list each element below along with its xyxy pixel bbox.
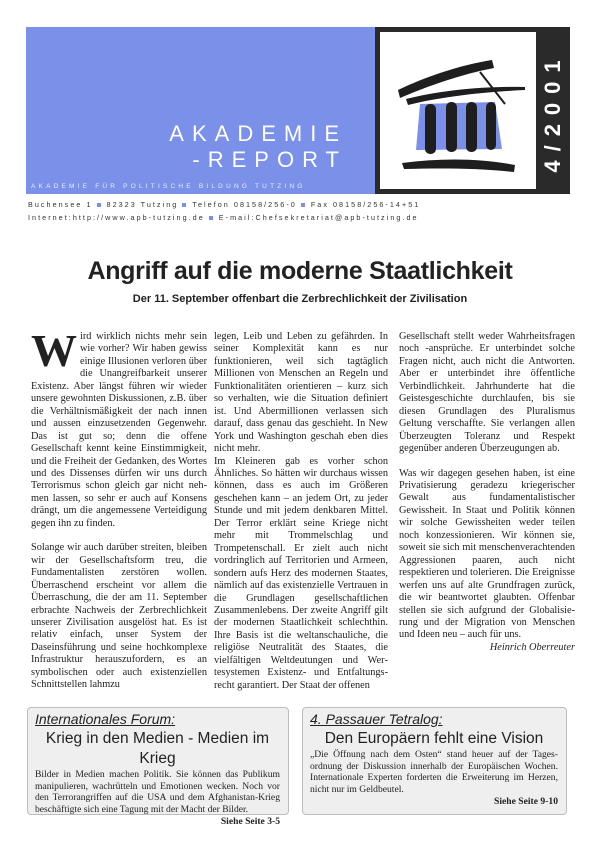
teaser-page-reference[interactable]: Siehe Seite 9-10 [494, 796, 558, 808]
website-link[interactable]: Internet:http://www.apb-tutzing.de [28, 213, 205, 222]
paragraph: Solange wir auch darüber streiten, bleiben wir der Gesellschaftsform treu, die Fundamentalisten zerstören wollen. Überraschend erscheint vor allem die Überraschung, die der am 11. September erbrachte Nachweis der Zerbrechlichkeit unserer Zivilisation ausgelöst hat. Es ist relativ einfach, unser System der Daseinsführung und seine hochkomplexe Infrastruktur herauszufordern, es an symbolischen oder auch existenziellen Schnittstellen lahmzu [31, 542, 207, 691]
phone-number: Telefon 08158/256-0 [192, 200, 297, 209]
issue-number: 4/2001 [540, 51, 565, 173]
paragraph-text: ird wirklich nichts mehr sein wie vorher? Wir haben gewiss einige Illusionen verloren über die Unangreifbarkeit unserer Existenz. Aber längst führen wir wieder unsere gewohnten Diskussionen, z.B. über die Verhältnismäßigkeit der nach innen und aussen einzusetzenden Gegenwehr. Das ist gut so; denn die offene Gesellschaft kennt keine Einstimmigkeit, und die Freiheit der Gedanken, des Wortes und des Dissenses dürfen wir uns durch Terrorismus schon gleich gar nicht nehmen lassen, so sehr er auch auf Konsens drängt, um die angemessene Verteidigung gegen ihn zu finden. [31, 331, 207, 529]
teaser-kicker: 4. Passauer Tetralog: [310, 711, 443, 727]
paragraph: Im Kleineren gab es vorher schon Ähnliches. So hätten wir durchaus wissen können, dass es auch im Größeren geschehen kann – an jedem Ort, zu jeder Stunde und mit jedem denkbaren Mittel. Der Terror erklärt seine Kriege nicht mehr mit Trommelschlag und Trompetenschall. Er zielt auch nicht vordringlich auf Territorien und Armeen, sondern aufs Herz des modernen Staates, nämlich auf das existenzielle Vertrauen in die Grundlagen gesellschaftlichen Zusammenlebens. Der zweite Angriff gilt der modernen Staatlichkeit schlechthin. Ihre Basis ist die weltanschauliche, die religiöse Neutralität des Staates, die vielfältigen Weltdeutungen und Wertesystemen Existenz- und Entfaltungsrecht garantiert. Der Staat der offenen [214, 455, 388, 691]
teaser-page-reference[interactable]: Siehe Seite 3-5 [220, 816, 280, 828]
teaser-box-international-forum[interactable] [27, 707, 289, 828]
teaser-title: Krieg in den Medien - Medien im Krieg [45, 730, 270, 767]
paragraph: Gesellschaft stellt weder Wahrheitsfragen noch -ansprüche. Er unterbindet solche Fragen nicht, auch nicht die Antworten. Aber er unterbindet ihre öffentliche Verbindlichkeit. Jahrhunderte hat die Geistesgeschichte durchlaufen, bis sie diesen Grundlagen des Pluralismus Geltung verschaffte. Sie verlangen allen Überzeugten Toleranz und Respekt gegenüber anderen Überzeugungen ab. [399, 331, 575, 455]
separator-icon [97, 203, 101, 207]
teaser-text: Bilder in Medien machen Politik. Sie können das Publikum manipulieren, wachrütteln und Emotionen wecken. Noch vor den Terrorangriffen auf die USA und dem Afghanistan-Krieg beschäftigte sich eine Tagung mit der Macht der Bilder. [35, 769, 280, 815]
masthead-banner [26, 27, 375, 194]
separator-icon [182, 203, 186, 207]
contact-info [28, 198, 573, 224]
drop-cap: W [31, 325, 77, 376]
street-address: Buchensee 1 [28, 200, 93, 209]
publication-title-line1: AKADEMIE [169, 121, 347, 146]
masthead [26, 27, 570, 194]
publication-title [169, 121, 347, 173]
separator-icon [209, 216, 213, 220]
article-author: Heinrich Oberreuter [489, 641, 575, 653]
paragraph [31, 325, 207, 530]
postal-city: 82323 Tutzing [106, 200, 179, 209]
teaser-kicker: Internationales Forum: [35, 711, 176, 727]
publisher-name: AKADEMIE FÜR POLITISCHE BILDUNG TUTZING [31, 183, 306, 190]
paragraph: Was wir dagegen gesehen haben, ist eine Privatisierung geradezu kriegerischer Gewalt aus fundamentalistischer Gewissheit. In Staat und Politik können wir solche Gewissheiten weder teilen noch konzessionieren. Wir können sie, soweit sie sich mit menschenverachtenden Aggressionen paaren, auch nicht respektieren und tolerieren. Die Ereignisse werfen uns auf alte Grundfragen zurück, die wir beantwortet glaubten. Offenbar stellen sie sich aufgrund der Globalisierung und der Migration von Menschen und Ideen neu – auch für uns. [399, 467, 575, 641]
article-headline: Angriff auf die moderne Staatlichkeit [87, 257, 513, 285]
contact-line-2 [28, 211, 573, 224]
teaser-box-passauer-tetralog[interactable] [302, 707, 567, 815]
article-column-2 [214, 331, 388, 692]
publication-title-line2: -REPORT [192, 147, 347, 172]
contact-line-1 [28, 198, 573, 211]
academy-logo-icon [380, 32, 536, 189]
article-subheadline: Der 11. September offenbart die Zerbrechlichkeit der Zivilisation [132, 293, 468, 305]
separator-icon [301, 203, 305, 207]
paragraph: legen, Leib und Leben zu gefährden. In seiner Komplexität kann es nur funktionieren, weil sich tagtäglich Millionen von Menschen an Regeln und Funktionalitäten orientieren – kurz sich so verhalten, wie die Situation definiert ist. Und Abermillionen verlassen sich darauf, dass genau das geschieht. In New York und Washington geschah eben dies nicht mehr. [214, 331, 388, 455]
article-column-3 [399, 331, 575, 654]
article-column-1 [31, 325, 207, 692]
teaser-text: „Die Öffnung nach dem Osten“ stand heuer auf der Tagesordnung der Diskussion innerhalb der Europäischen Wochen. Internationale Experten forderten die Erweiterung im Herzen, nicht nur im Geldbeutel. [310, 749, 558, 795]
logo-panel [375, 27, 570, 194]
columns-temple-icon [380, 32, 536, 189]
teaser-title: Den Europäern fehlt eine Vision [324, 730, 544, 747]
fax-number: Fax 08158/256-14+51 [310, 200, 421, 209]
email-link[interactable]: E-mail:Chefsekretariat@apb-tutzing.de [218, 213, 419, 222]
